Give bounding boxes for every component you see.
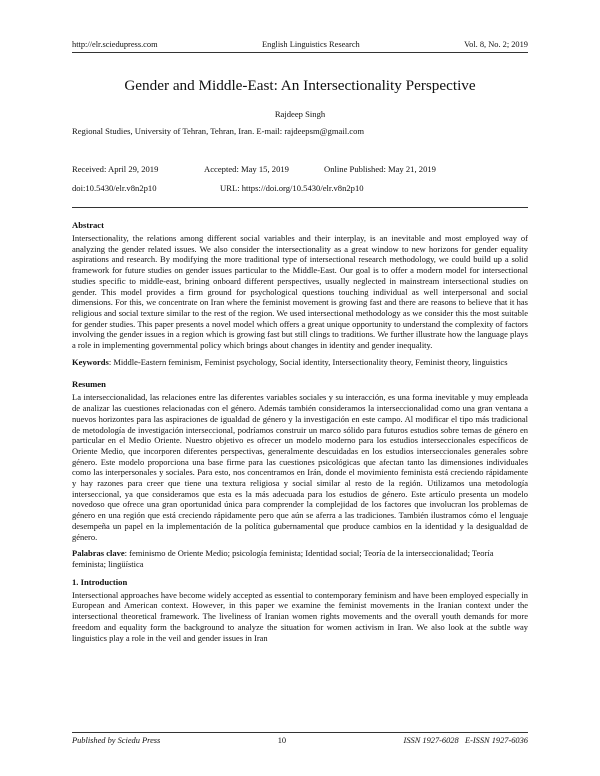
divider bbox=[72, 207, 528, 208]
publisher: Published by Sciedu Press bbox=[72, 736, 161, 745]
accepted-date: Accepted: May 15, 2019 bbox=[204, 164, 289, 174]
abstract-heading: Abstract bbox=[72, 220, 104, 230]
page-number: 10 bbox=[277, 736, 287, 745]
abstract-text: Intersectionality, the relations among different social variables and their interplay, is an inevitable and most employed way of analyzing the gender related issues. We also consider the intersectionality as a great window to new horizons for gender equality aspirations and research. By modifying the more traditional type of intersectional research methodology, we could build up a solid framework for future studies on gender issues particular to the Middle-East. Our goal is to offer a modern model for intersectional studies specific to middle-east, brining onboard different perspectives, usually neglected in mainstream intersectional studies on gender. This model provides a firm ground for psychological questions touching individual as well interpersonal and social dimensions. For this, we concentrate on Iran where the feminist movement is growing fast and there are reasons to believe that it has religious and social texture similar to the rest of the region. We used intersectional methodology as we consider this the most suitable for gender studies. This paper presents a novel model which offers a great unique opportunity to understand the complexity of factors involving the gender issues in a region which is growing fast but still clings to traditions. We further illustrate how the language plays a role in implementing governmental policy which brings about changes in identity and gender inequality. bbox=[72, 233, 528, 351]
running-header bbox=[72, 40, 528, 53]
palabras-clave bbox=[72, 548, 528, 569]
keywords bbox=[72, 357, 528, 368]
doi-line bbox=[72, 183, 528, 193]
introduction-text: Intersectional approaches have become widely accepted as essential to contemporary feminism and have been employed especially in European and American context. However, in this paper we examine the feminist movements in the Iranian context under the intersectional theoretical framework. The liveliness of Iranian women rights movements and the overall youth demands for more freedom and equality form the background to analyze the situation for women activism in Iran. We also look at the subtle way linguistics play a role in the veil and gender issues in Iran bbox=[72, 589, 528, 643]
doi-url[interactable]: URL: https://doi.org/10.5430/elr.v8n2p10 bbox=[220, 183, 364, 193]
page-footer bbox=[72, 732, 528, 745]
eissn: E-ISSN 1927-6036 bbox=[464, 736, 528, 745]
author-affiliation: Regional Studies, University of Tehran, Tehran, Iran. E-mail: rajdeepsm@gmail.com bbox=[72, 126, 365, 136]
published-date: Online Published: May 21, 2019 bbox=[324, 164, 436, 174]
palabras-clave-list: : feminismo de Oriente Medio; psicología feminista; Identidad social; Teoría de la interseccionalidad; Teoría feminista; lingüística bbox=[72, 548, 494, 569]
keywords-list: : Middle-Eastern feminism, Feminist psychology, Social identity, Intersectionality theory, Feminist theory, linguistics bbox=[108, 356, 508, 367]
resumen-heading: Resumen bbox=[72, 379, 106, 390]
paper-title: Gender and Middle-East: An Intersectionality Perspective bbox=[124, 77, 476, 94]
introduction-heading: 1. Introduction bbox=[72, 576, 128, 587]
resumen-text: La interseccionalidad, las relaciones entre las diferentes variables sociales y su interacción, es una forma inevitable y muy empleada de analizar las cuestiones relacionadas con el género. Además también consideramos la interseccionalidad como una gran ventana a nuevos horizontes para las aspiraciones de igualdad de género y la investigación en este campo. Al modificar el tipo más tradicional de metodología de investigación interseccional, podríamos construir un marco sólido para futuros estudios sobre temas de género en particular en el Medio Oriente. Nuestro objetivo es ofrecer un modelo moderno para los estudios interseccionales específicos de Oriente Medio, que incorporen diferentes perspectivas, generalmente descuidadas en los estudios interseccionales generales sobre género. Este modelo proporciona una base firme para las cuestiones psicológicas que afectan tanto las dimensiones individuales como las interpersonales y sociales. Para esto, nos concentramos en Irán, donde el movimiento feminista está creciendo rápidamente y hay razones para creer que tiene una textura religiosa y social similar al resto de la región. Utilizamos una metodología interseccional, ya que consideramos que esta es la más adecuada para los estudios de género. Este artículo presenta un modelo novedoso que ofrece una gran oportunidad única para comprender la complejidad de los factores que involucran los problemas de género en una región que está creciendo rápidamente pero que aún se aferra a las tradiciones. También ilustramos cómo el lenguaje desempeña un papel en la implementación de la política gubernamental que produce cambios en la identidad y la desigualdad de género. bbox=[72, 392, 528, 542]
issn: ISSN 1927-6028 bbox=[403, 736, 459, 745]
volume-info: Vol. 8, No. 2; 2019 bbox=[464, 40, 528, 49]
palabras-clave-label: Palabras clave bbox=[72, 548, 125, 559]
journal-url[interactable]: http://elr.sciedupress.com bbox=[72, 40, 158, 49]
received-date: Received: April 29, 2019 bbox=[72, 164, 159, 174]
keywords-label: Keywords bbox=[72, 356, 109, 367]
journal-name: English Linguistics Research bbox=[262, 40, 360, 49]
doi: doi:10.5430/elr.v8n2p10 bbox=[72, 183, 157, 193]
author-name: Rajdeep Singh bbox=[274, 109, 326, 119]
publication-dates bbox=[72, 164, 528, 174]
issn-info bbox=[404, 736, 528, 745]
